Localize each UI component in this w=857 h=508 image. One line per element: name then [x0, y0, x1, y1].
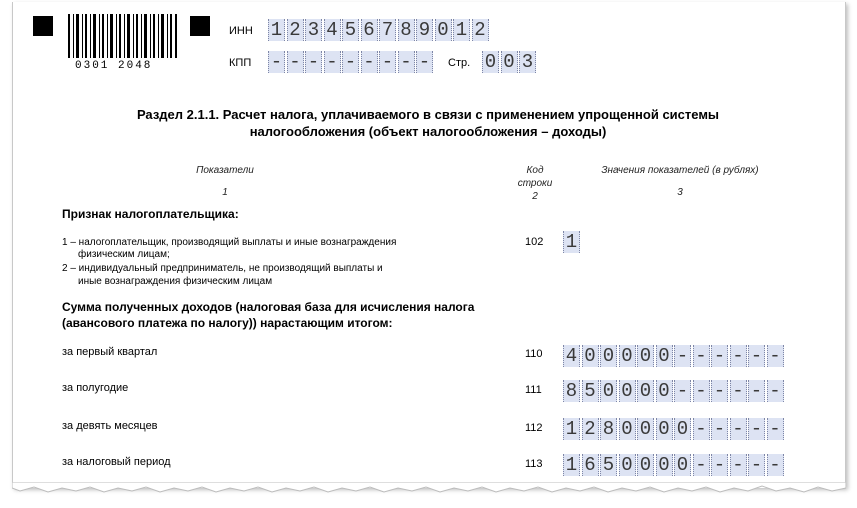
- income-digit-cell[interactable]: -: [748, 418, 765, 440]
- income-nine-months-field[interactable]: [563, 418, 785, 440]
- income-digit-cell[interactable]: -: [711, 345, 728, 367]
- income-digit-cell[interactable]: -: [748, 345, 765, 367]
- column-header-code-line2: строки: [517, 178, 553, 189]
- income-digit-cell[interactable]: 8: [600, 418, 617, 440]
- kpp-field[interactable]: [268, 51, 435, 73]
- page-label: Стр.: [448, 57, 471, 69]
- column-header-indicators: Показатели: [196, 165, 254, 176]
- kpp-digit-cell[interactable]: -: [361, 51, 378, 73]
- income-digit-cell[interactable]: 1: [563, 454, 580, 476]
- income-digit-cell[interactable]: 0: [656, 418, 673, 440]
- page-digit-cell[interactable]: 3: [519, 51, 536, 73]
- line-code: 113: [525, 458, 543, 470]
- page-digit-cell[interactable]: 0: [501, 51, 518, 73]
- inn-digit-cell[interactable]: 9: [416, 19, 433, 41]
- income-digit-cell[interactable]: 0: [637, 380, 654, 402]
- inn-digit-cell[interactable]: 2: [287, 19, 304, 41]
- income-row-label: за девять месяцев: [62, 420, 158, 432]
- kpp-digit-cell[interactable]: -: [379, 51, 396, 73]
- income-heading-line1: Сумма полученных доходов (налоговая база для исчисления налога: [62, 300, 475, 314]
- taxpayer-sign-heading: Признак налогоплательщика:: [62, 207, 239, 221]
- page-digit-cell[interactable]: 0: [482, 51, 499, 73]
- taxpayer-sign-field[interactable]: [563, 231, 582, 253]
- income-digit-cell[interactable]: -: [674, 380, 691, 402]
- income-digit-cell[interactable]: -: [674, 345, 691, 367]
- inn-digit-cell[interactable]: 3: [305, 19, 322, 41]
- column-number-1: 1: [222, 187, 228, 198]
- income-digit-cell[interactable]: -: [711, 418, 728, 440]
- income-digit-cell[interactable]: -: [748, 380, 765, 402]
- income-digit-cell[interactable]: 0: [656, 380, 673, 402]
- income-digit-cell[interactable]: -: [767, 380, 784, 402]
- kpp-digit-cell[interactable]: -: [398, 51, 415, 73]
- income-digit-cell[interactable]: 0: [582, 345, 599, 367]
- kpp-digit-cell[interactable]: -: [287, 51, 304, 73]
- inn-digit-cell[interactable]: 5: [342, 19, 359, 41]
- income-heading-line2: (авансового платежа по налогу)) нарастающим итогом:: [62, 316, 393, 330]
- taxpayer-option-1-line1: 1 – налогоплательщик, производящий выплаты и иные вознаграждения: [62, 237, 397, 248]
- line-code-102: 102: [525, 236, 544, 248]
- column-header-code-line1: Код: [526, 165, 544, 176]
- income-digit-cell[interactable]: -: [767, 454, 784, 476]
- income-digit-cell[interactable]: -: [748, 454, 765, 476]
- income-digit-cell[interactable]: -: [711, 380, 728, 402]
- income-half-year-field[interactable]: [563, 380, 785, 402]
- line-code: 112: [525, 422, 543, 434]
- income-digit-cell[interactable]: 0: [600, 380, 617, 402]
- income-digit-cell[interactable]: 6: [582, 454, 599, 476]
- barcode-number: 0301 2048: [75, 60, 153, 72]
- income-digit-cell[interactable]: 5: [600, 454, 617, 476]
- taxpayer-option-1-line2: физическим лицам;: [78, 249, 170, 260]
- income-digit-cell[interactable]: 8: [563, 380, 580, 402]
- section-title-line1: Раздел 2.1.1. Расчет налога, уплачиваемого в связи с применением упрощенной системы: [136, 107, 720, 122]
- income-digit-cell[interactable]: 5: [582, 380, 599, 402]
- kpp-digit-cell[interactable]: -: [268, 51, 285, 73]
- income-digit-cell[interactable]: 0: [619, 345, 636, 367]
- income-digit-cell[interactable]: 0: [656, 345, 673, 367]
- income-digit-cell[interactable]: 1: [563, 418, 580, 440]
- inn-label: ИНН: [229, 25, 253, 37]
- income-digit-cell[interactable]: 0: [637, 345, 654, 367]
- income-digit-cell[interactable]: 0: [674, 418, 691, 440]
- income-digit-cell[interactable]: -: [693, 454, 710, 476]
- taxpayer-option-2-line1: 2 – индивидуальный предприниматель, не производящий выплаты и: [62, 263, 383, 274]
- column-number-3: 3: [677, 187, 683, 198]
- income-digit-cell[interactable]: -: [767, 418, 784, 440]
- inn-digit-cell[interactable]: 1: [453, 19, 470, 41]
- income-digit-cell[interactable]: 0: [600, 345, 617, 367]
- income-digit-cell[interactable]: 2: [582, 418, 599, 440]
- income-row-label: за полугодие: [62, 382, 129, 394]
- income-digit-cell[interactable]: -: [767, 345, 784, 367]
- income-digit-cell[interactable]: -: [730, 380, 747, 402]
- kpp-digit-cell[interactable]: -: [305, 51, 322, 73]
- line-code: 111: [525, 384, 542, 396]
- line-code: 110: [525, 348, 543, 360]
- income-q1-field[interactable]: [563, 345, 785, 367]
- kpp-digit-cell[interactable]: -: [416, 51, 433, 73]
- inn-digit-cell[interactable]: 4: [324, 19, 341, 41]
- taxpayer-option-2-line2: иные вознаграждения физическим лицам: [78, 276, 273, 287]
- income-row-label: за налоговый период: [62, 456, 171, 468]
- income-digit-cell[interactable]: 0: [674, 454, 691, 476]
- torn-edge: [12, 482, 846, 496]
- income-tax-period-field[interactable]: [563, 454, 785, 476]
- kpp-label: КПП: [229, 57, 252, 69]
- income-digit-cell[interactable]: 0: [619, 380, 636, 402]
- income-digit-cell[interactable]: 4: [563, 345, 580, 367]
- column-header-values: Значения показателей (в рублях): [601, 165, 759, 176]
- income-digit-cell[interactable]: -: [693, 345, 710, 367]
- inn-field[interactable]: [268, 19, 490, 41]
- income-digit-cell[interactable]: -: [711, 454, 728, 476]
- income-digit-cell[interactable]: 0: [637, 454, 654, 476]
- income-digit-cell[interactable]: -: [730, 345, 747, 367]
- income-digit-cell[interactable]: 0: [619, 454, 636, 476]
- alignment-marker-left: [33, 16, 53, 36]
- income-digit-cell[interactable]: -: [730, 454, 747, 476]
- taxpayer-sign-cell[interactable]: 1: [563, 231, 580, 253]
- income-digit-cell[interactable]: -: [693, 380, 710, 402]
- alignment-marker-right: [190, 16, 210, 36]
- kpp-digit-cell[interactable]: -: [324, 51, 341, 73]
- income-digit-cell[interactable]: 0: [619, 418, 636, 440]
- kpp-digit-cell[interactable]: -: [342, 51, 359, 73]
- income-row-label: за первый квартал: [62, 346, 158, 358]
- page-number-field[interactable]: [482, 51, 538, 73]
- income-digit-cell[interactable]: -: [693, 418, 710, 440]
- inn-digit-cell[interactable]: 2: [472, 19, 489, 41]
- column-number-2: 2: [532, 191, 538, 202]
- inn-digit-cell[interactable]: 0: [435, 19, 452, 41]
- inn-digit-cell[interactable]: 1: [268, 19, 285, 41]
- income-digit-cell[interactable]: 0: [637, 418, 654, 440]
- income-digit-cell[interactable]: -: [730, 418, 747, 440]
- inn-digit-cell[interactable]: 6: [361, 19, 378, 41]
- inn-digit-cell[interactable]: 8: [398, 19, 415, 41]
- barcode: [68, 14, 178, 58]
- income-digit-cell[interactable]: 0: [656, 454, 673, 476]
- inn-digit-cell[interactable]: 7: [379, 19, 396, 41]
- section-title-line2: налогообложения (объект налогообложения – доходы): [249, 124, 607, 139]
